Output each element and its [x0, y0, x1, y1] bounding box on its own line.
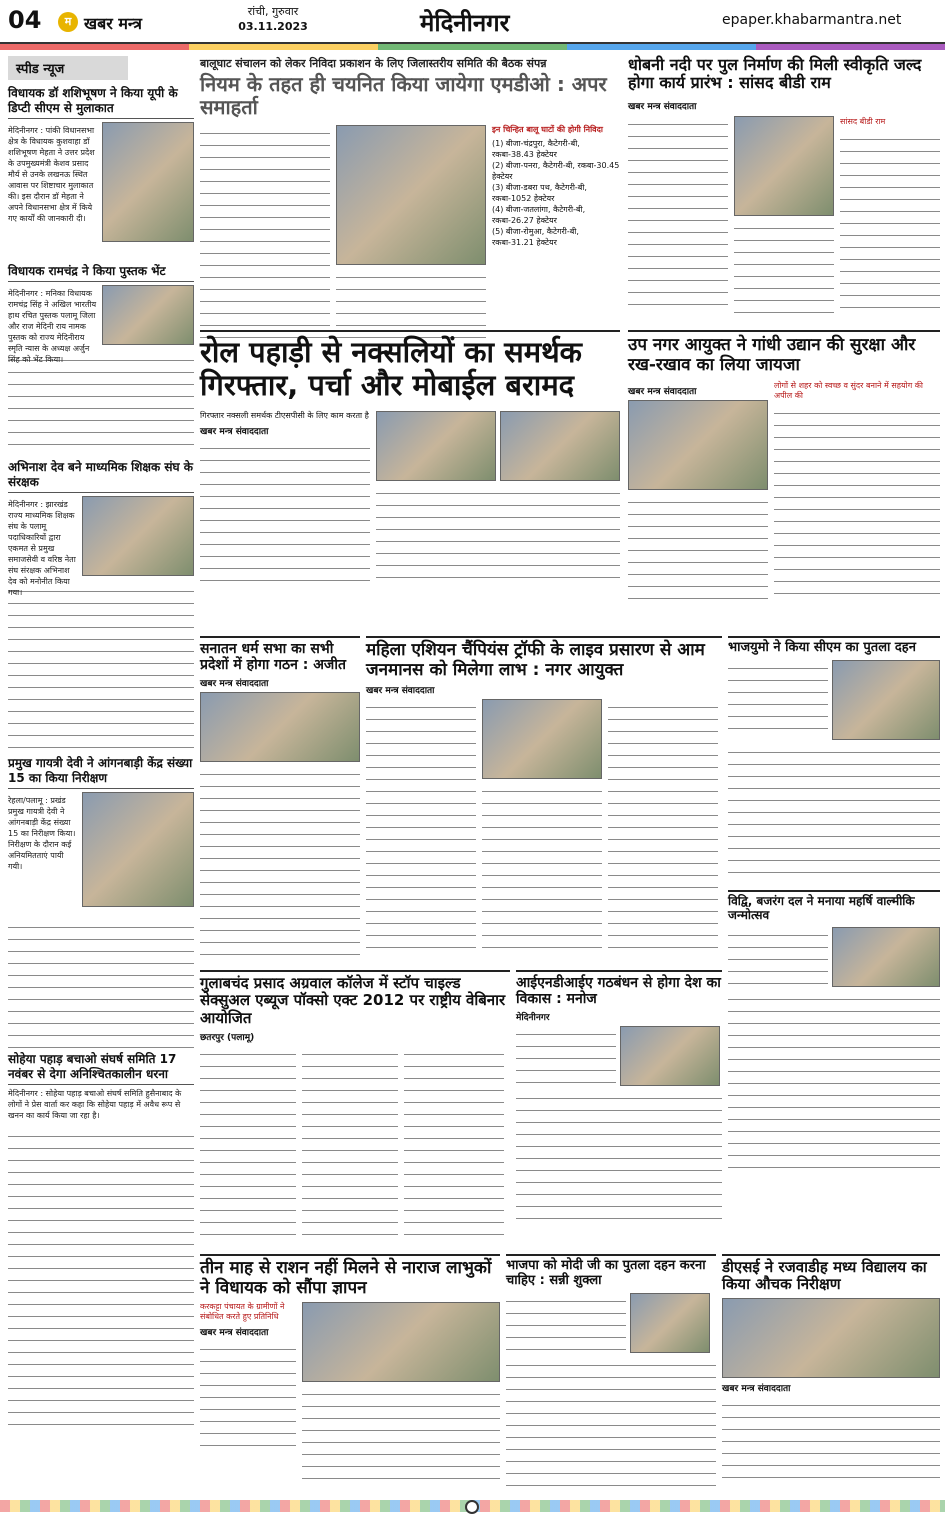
photo-caption: सांसद बीडी राम: [840, 116, 886, 126]
article-body: [628, 494, 768, 604]
brand-logo-icon: म: [58, 12, 78, 32]
garden-photo: [628, 400, 768, 490]
city: रांची, गुरुवार: [247, 5, 299, 18]
brief-text: रेहला/पलामू : प्रखंड प्रमुख गायत्री देवी ने आंगनबाड़ी केंद्र संख्या 15 का निरीक्षण किया। निरीक्षण के दौरान कई अनियमितताएं पायी गयी।: [8, 796, 76, 871]
school-photo: [722, 1298, 940, 1378]
ghat-item: (3) बीजा-डबरा पथ, कैटेगरी-बी, रकबा-1052 हेक्टेयर: [492, 183, 587, 203]
article-headline: धोबनी नदी पर पुल निर्माण की मिली स्वीकृति जल्द होगा कार्य प्रारंभ : सांसद बीडी राम: [628, 55, 922, 93]
article-headline: तीन माह से राशन नहीं मिलने से नाराज लाभुकों ने विधायक को सौंपा ज्ञापन: [200, 1254, 500, 1298]
brief-text: मेदिनीनगर : झारखंड राज्य माध्यमिक शिक्षक संघ के पलामू पदाधिकारियों द्वारा एकमत से प्रमुख समाजसेवी व वरिष्ठ नेता संघ संरक्षक अभिनाश देव को मनोनीत किया गया।: [8, 500, 76, 597]
brief-text-lines: [8, 919, 194, 1049]
left-column: [8, 56, 194, 1496]
meeting-photo: [200, 692, 360, 762]
photo-caption: लोगों से शहर को स्वच्छ व सुंदर बनाने में सहयोग की अपील की: [774, 381, 923, 401]
article-body: [840, 131, 940, 316]
dateline: [228, 4, 318, 34]
brief-text: मेदिनीनगर : सोहेया पहाड़ बचाओ संघर्ष समिति हुसैनाबाद के लोगों ने प्रेस वार्ता कर कहा कि सोहेया पहाड़ में अवैध रूप से खनन का कार्य किया जा रहा है।: [8, 1089, 182, 1120]
effigy-article: [506, 1254, 716, 1496]
article-label: बालूघाट संचालन को लेकर निविदा प्रकाशन के लिए जिलास्तरीय समिति की बैठक संपन्न: [200, 57, 547, 70]
article-body: [728, 927, 828, 987]
section-name: मेदिनीनगर: [420, 9, 510, 37]
gandhi-udyan-article: [628, 330, 940, 630]
article-body: [516, 1026, 616, 1086]
article-byline: खबर मन्त्र संवाददाता: [366, 686, 435, 697]
article-byline: खबर मन्त्र संवाददाता: [628, 387, 697, 398]
brief-item: [8, 264, 194, 454]
ghat-item: (1) बीजा-चंद्रपुरा, कैटेगरी-बी, रकबा-38.43 हेक्टेयर: [492, 139, 580, 159]
ghat-item: (2) बीजा-पनरा, कैटेगरी-बी, रकबा-30.45 हेक्टेयर: [492, 161, 620, 181]
sanatan-article: [200, 636, 360, 966]
article-body: [376, 485, 620, 585]
article-body: [200, 1341, 296, 1451]
article-body: [200, 766, 360, 956]
brief-title: प्रमुख गायत्री देवी ने आंगनबाड़ी केंद्र संख्या 15 का किया निरीक्षण: [8, 756, 194, 789]
arrest-photo: [376, 411, 496, 481]
registration-mark-icon: [465, 1500, 479, 1514]
article-body: [302, 1046, 398, 1236]
article-body: [774, 405, 940, 605]
brief-text-lines: [8, 583, 194, 753]
leader-photo: [630, 1293, 710, 1353]
masthead: [0, 0, 945, 44]
article-headline: महिला एशियन चैंपियंस ट्रॉफी के लाइव प्रसारण से आम जनमानस को मिलेगा लाभ : नगर आयुक्त: [366, 636, 722, 680]
photo-caption: गिरफ्तार नक्सली समर्थक टीएसपीसी के लिए काम करता है: [200, 410, 369, 420]
brief-title: विधायक रामचंद्र ने किया पुस्तक भेंट: [8, 264, 194, 282]
article-body: [366, 699, 476, 949]
brief-text: मेदिनीनगर : पांकी विधानसभा क्षेत्र के विधायक कुशवाहा डॉ शशिभूषण मेहता ने उत्तर प्रदेश के उपमुख्यमंत्री केशव प्रसाद मौर्य से उनके लखनऊ स्थित आवास पर शिष्टाचार मुलाकात की। इस दौरान डॉ मेहता ने अपने विधानसभा क्षेत्र में किये गए कार्यों की जानकारी दी।: [8, 126, 95, 223]
article-body: [728, 991, 940, 1171]
article-body: [200, 125, 330, 345]
valmiki-article: [728, 890, 940, 1160]
article-byline: खबर मन्त्र संवाददाता: [200, 1328, 269, 1339]
brief-title: अभिनाश देव बने माध्यमिक शिक्षक संघ के संरक्षक: [8, 460, 194, 493]
brief-photo: [82, 792, 194, 907]
article-body: [200, 440, 370, 590]
article-body: [608, 699, 718, 949]
brief-item: [8, 86, 194, 258]
brief-text-lines: [8, 352, 194, 452]
article-headline: विद्वि, बजरंग दल ने मनाया महर्षि वाल्मीकि जन्मोत्सव: [728, 890, 940, 923]
sand-ghat-article: [200, 56, 620, 326]
page-number: 04: [8, 6, 42, 34]
brief-item: [8, 460, 194, 750]
brief-text-lines: [8, 1128, 194, 1428]
brief-photo: [102, 285, 194, 345]
brief-text: मेदिनीनगर : मनिका विधायक रामचंद्र सिंह ने अखिल भारतीय हाथ रचित पुस्तक पलामू जिला और राज मेदिनी राय नामक पुस्तक को राज्य मेदिनीराय स्मृति न्यास के अध्यक्ष अर्जुन सिंह को भेंट किया।: [8, 289, 97, 364]
brief-title: सोहेया पहाड़ बचाओ संघर्ष समिति 17 नवंबर से देगा अनिश्चितकालीन धरना: [8, 1052, 194, 1085]
color-stripe: [0, 44, 945, 50]
article-body: [728, 744, 940, 884]
ration-article: [200, 1254, 500, 1496]
article-byline: छतरपुर (पलामू): [200, 1032, 255, 1043]
dse-article: [722, 1254, 940, 1496]
villagers-photo: [302, 1302, 500, 1382]
article-headline: आईएनडीआईए गठबंधन से होगा देश का विकास : मनोज: [516, 970, 722, 1007]
speed-news-label: स्पीड न्यूज: [8, 56, 128, 80]
hockey-article: [366, 636, 722, 966]
bjym-article: [728, 636, 940, 886]
article-byline: खबर मन्त्र संवाददाता: [200, 679, 269, 690]
article-headline: भाजपा को मोदी जी का पुतला दहन करना चाहिए : सन्नी शुक्ला: [506, 1254, 716, 1289]
article-body: [722, 1397, 940, 1487]
article-body: [506, 1293, 626, 1353]
bridge-article: [628, 56, 940, 326]
valmiki-photo: [832, 927, 940, 987]
ghat-list-title: इन चिन्हित बालू घाटों की होगी निविदा: [492, 125, 603, 134]
article-byline: मेदिनीनगर: [516, 1013, 550, 1024]
brief-item: [8, 756, 194, 1046]
article-body: [404, 1046, 504, 1236]
article-body: [734, 220, 834, 315]
mp-photo: [734, 116, 834, 216]
brief-item: [8, 1052, 194, 1432]
article-byline: खबर मन्त्र संवाददाता: [722, 1383, 791, 1394]
epaper-link[interactable]: epaper.khabarmantra.net: [722, 12, 902, 28]
official-photo: [336, 125, 486, 265]
article-headline: भाजयुमो ने किया सीएम का पुतला दहन: [728, 636, 940, 656]
article-body: [516, 1090, 722, 1230]
brief-title: विधायक डॉ शशिभूषण ने किया यूपी के डिप्टी सीएम से मुलाकात: [8, 86, 194, 119]
article-byline: खबर मन्त्र संवाददाता: [628, 101, 697, 112]
article-headline: डीएसई ने रजवाडीह मध्य विद्यालय का किया औचक निरीक्षण: [722, 1254, 940, 1294]
ghat-item: (5) बीजा-रोमुआ, कैटेगरी-बी, रकबा-31.21 हेक्टेयर: [492, 227, 579, 247]
article-headline: गुलाबचंद प्रसाद अग्रवाल कॉलेज में स्टॉप चाइल्ड सेक्सुअल एब्यूज पॉक्सो एक्ट 2012 पर राष्ट्रीय वेबिनार आयोजित: [200, 970, 510, 1027]
leader-photo: [620, 1026, 720, 1086]
article-headline: नियम के तहत ही चयनित किया जायेगा एमडीओ : अपर समाहर्ता: [200, 72, 607, 119]
article-body: [628, 116, 728, 316]
event-photo: [482, 699, 602, 779]
arrest-photo: [500, 411, 620, 481]
article-byline: खबर मन्त्र संवाददाता: [200, 426, 269, 437]
brief-photo: [82, 496, 194, 576]
article-headline: सनातन धर्म सभा का सभी प्रदेशों में होगा गठन : अजीत: [200, 636, 360, 673]
article-headline: रोल पहाड़ी से नक्सलियों का समर्थक गिरफ्तार, पर्चा और मोबाईल बरामद: [200, 330, 620, 403]
article-body: [728, 660, 828, 740]
article-body: [506, 1357, 716, 1487]
article-body: [482, 783, 602, 948]
ghat-item: (4) बीजा-जतलांगा, कैटेगरी-बी, रकबा-26.27 हेक्टेयर: [492, 205, 586, 225]
webinar-article: [200, 970, 510, 1250]
photo-caption: करकट्टा पंचायत के ग्रामीणों ने संबोधित करते हुए प्रतिनिधि: [200, 1302, 285, 1322]
india-alliance-article: [516, 970, 722, 1250]
brand-name: खबर मन्त्र: [84, 14, 142, 33]
article-body: [200, 1046, 296, 1236]
ghat-list: [492, 138, 620, 248]
naxal-article: [200, 330, 620, 630]
effigy-photo: [832, 660, 940, 740]
article-headline: उप नगर आयुक्त ने गांधी उद्यान की सुरक्षा और रख-रखाव का लिया जायजा: [628, 330, 940, 375]
date: 03.11.2023: [238, 20, 308, 33]
article-body: [302, 1386, 500, 1486]
brief-photo: [102, 122, 194, 242]
